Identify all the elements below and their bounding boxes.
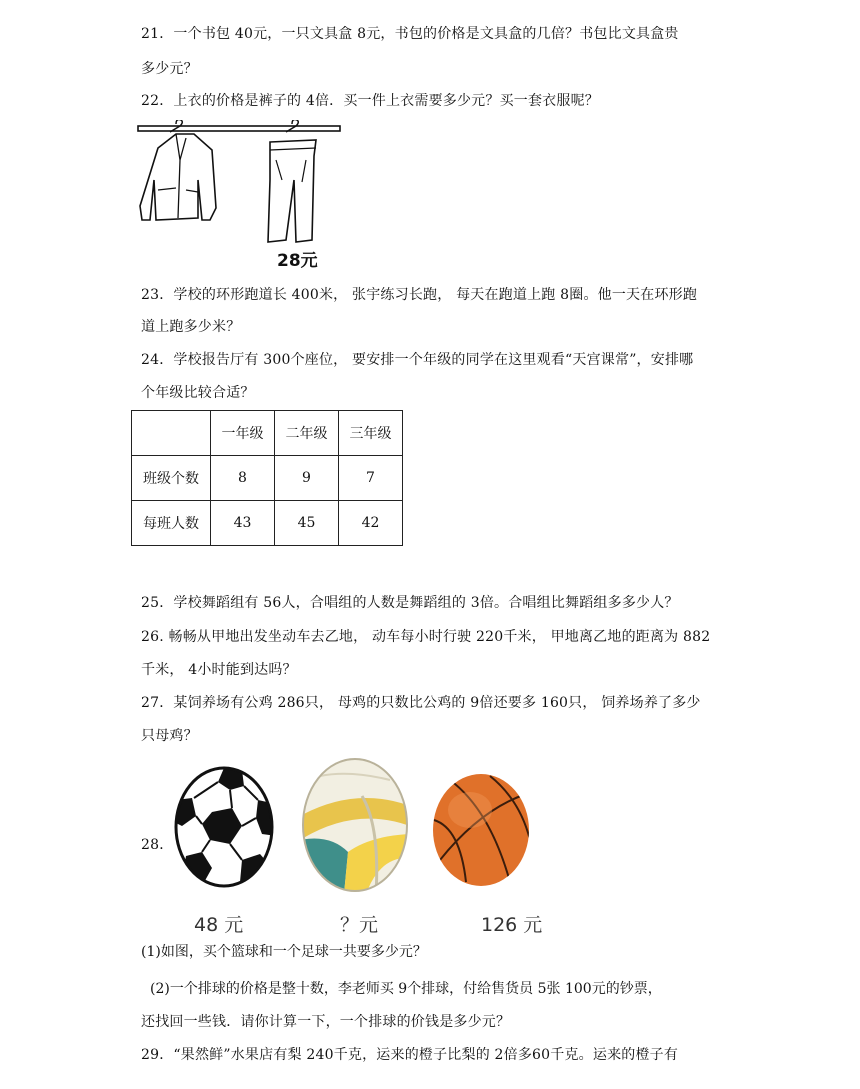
grade-table [131,410,403,546]
table-header-row [132,411,403,456]
table-cell: 42 [339,501,403,546]
q24-line2: 个年级比较合适？ [141,385,255,401]
q24-line1: 24．学校报告厅有 300个座位， 要安排一个年级的同学在这里观看“天宫课常”，安排哪 [141,352,694,368]
q28-sub1: (1)如图，买个篮球和一个足球一共要多少元？ [141,944,427,960]
q21-line1: 21．一个书包 40元，一只文具盒 8元，书包的价格是文具盒的几倍？书包比文具盒贵 [141,26,679,42]
table-header-cell: 三年级 [339,411,403,456]
table-cell: 每班人数 [132,501,211,546]
soccer-ball-price: 48 元 [194,914,244,936]
table-cell: 45 [275,501,339,546]
q28-sub2-cont: 还找回一些钱．请你计算一下，一个排球的价钱是多少元？ [141,1014,511,1030]
q25-line1: 25．学校舞蹈组有 56人，合唱组的人数是舞蹈组的 3倍。合唱组比舞蹈组多多少人？ [141,595,679,611]
basketball-price: 126 元 [481,914,543,936]
q26-line1: 26. 畅畅从甲地出发坐动车去乙地， 动车每小时行驶 220千米， 甲地离乙地的距离为 882 [141,629,711,645]
table-row [132,501,403,546]
soccer-ball-image [172,764,276,890]
table-header-cell: 二年级 [275,411,339,456]
q27-line2: 只母鸡？ [141,728,198,744]
table-cell: 43 [211,501,275,546]
clothes-hanger-illustration [136,120,346,250]
table-cell: 9 [275,456,339,501]
q26-line2: 千米， 4小时能到达吗？ [141,662,297,678]
pants-price-label: 28元 [277,251,318,271]
q28-sub2: (2)一个排球的价格是整十数，李老师买 9个排球，付给售货员 5张 100元的钞票， [150,981,662,997]
q29-line1: 29．“果然鲜”水果店有梨 240千克，运来的橙子比梨的 2倍多60千克。运来的橙子有 [141,1047,679,1063]
table-row [132,456,403,501]
volleyball-image [300,756,410,894]
q23-line1: 23．学校的环形跑道长 400米， 张宇练习长跑， 每天在跑道上跑 8圈。他一天在环形跑 [141,287,698,303]
table-cell: 8 [211,456,275,501]
table-cell: 班级个数 [132,456,211,501]
table-header-cell [132,411,211,456]
q22-line1: 22．上衣的价格是裤子的 4倍．买一件上衣需要多少元？买一套衣服呢？ [141,93,599,109]
table-header-cell: 一年级 [211,411,275,456]
basketball-image [430,770,532,890]
q27-line1: 27．某饲养场有公鸡 286只， 母鸡的只数比公鸡的 9倍还要多 160只， 饲养场养了多少 [141,695,701,711]
table-cell: 7 [339,456,403,501]
q23-line2: 道上跑多少米？ [141,319,241,335]
volleyball-price: ？元 [340,914,379,936]
q28-number: 28． [141,837,174,853]
q21-line2: 多少元？ [141,61,198,77]
